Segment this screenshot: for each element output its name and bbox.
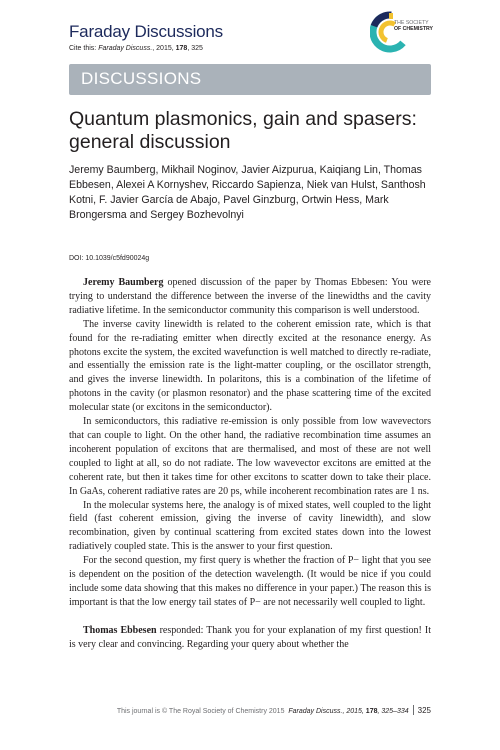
paragraph: In semiconductors, this radiative re-emission is only possible from low wavevectors that can couple to light. On the other hand, the radiative recombination time assumes an incoherent population of excitons that are thermalised, and most of these are not well coupled to light at all, so do not radiate. The low wavevector excitons are emitted at the coherent rate, but then it takes time for other excitons to scatter down to take their place. In GaAs, coherent radiative rates are 20 ps, while incoherent recombination rates are 1 ns. xyxy=(69,416,431,497)
speaker-name: Jeremy Baumberg xyxy=(83,277,164,288)
rsc-logo-mark xyxy=(370,10,410,54)
paragraph: The inverse cavity linewidth is related to the coherent emission rate, which is that found for the re-radiating emitter when directly excited at the resonance energy. As photons excite the system, the excited wavefunction is well matched to directly re-radiate, and essentially the emission rate is the light-matter coupling, or the oscillator strength, and gives the inverse linewidth. In polaritons, this is a combination of the lifetime of photons in the cavity (or plasmon resonator) and the phase scattering time of the excited molecular state (or excitons in the semiconductor). xyxy=(69,318,431,414)
footer-volume: 178 xyxy=(365,708,378,715)
doi[interactable]: DOI: 10.1039/c5fd90024g xyxy=(69,255,150,262)
section-label: DISCUSSIONS xyxy=(81,69,202,88)
cite-year: , 2015, xyxy=(152,45,176,52)
rsc-logo-line2: OF CHEMISTRY xyxy=(394,26,434,32)
paragraph-text: opened discussion of the paper by Thomas Ebbesen: You were trying to understand the difference between the inverse of the linewidths and the cavity radiative lifetime. In the semiconductor community this comparison is well understood. xyxy=(69,277,431,316)
paragraph xyxy=(69,624,431,652)
paragraph: For the second question, my first query is whether the fraction of P− light that you see is dependent on the position of the detection wavelength. (It would be nice if you could include some data showing that this makes no difference in your paper.) The reason this is important is that the low energy tail states of P− are not necessarily well coupled to light. xyxy=(69,555,431,608)
rsc-logo-line1: THE SOCIETY xyxy=(394,20,429,26)
page-footer xyxy=(69,705,431,717)
page-number: 325 xyxy=(417,706,431,715)
section-banner xyxy=(69,64,431,95)
discussion-body xyxy=(69,276,431,652)
paragraph xyxy=(69,276,431,318)
author-list: Jeremy Baumberg, Mikhail Noginov, Javier Aizpurua, Kaiqiang Lin, Thomas Ebbesen, Alexei A Kornyshev, Riccardo Sapienza, Niek van Hulst, Santhosh Kotni, F. Javier García de Abajo, Pavel Ginzburg, Ortwin Hess, Mark Brongersma and Sergey Bozhevolnyi xyxy=(69,164,426,221)
footer-copyright: This journal is © The Royal Society of Chemistry 2015 xyxy=(116,708,285,715)
paper-title: Quantum plasmonics, gain and spasers: general discussion xyxy=(69,108,417,153)
speaker-name: Thomas Ebbesen xyxy=(83,624,157,636)
footer-year: , 2015, xyxy=(342,708,366,715)
footer-journal: Faraday Discuss. xyxy=(288,708,343,715)
cite-page: , 325 xyxy=(187,45,203,52)
cite-volume: 178 xyxy=(175,45,188,52)
journal-title: Faraday Discussions xyxy=(69,22,223,41)
cite-journal: Faraday Discuss. xyxy=(98,45,153,52)
rsc-logo-text xyxy=(394,20,444,32)
citation-line xyxy=(69,45,203,52)
cite-prefix: Cite this: xyxy=(69,45,97,52)
rsc-logo xyxy=(370,10,434,54)
paragraph: In the molecular systems here, the analogy is of mixed states, well coupled to the light field (fast coherent emission, giving the inverse of cavity linewidth), and slow recombination, given by continual scattering from excited states down into the lowest radiatively coupled state. This is the answer to your first question. xyxy=(69,499,431,553)
footer-pages: , 325–334 xyxy=(377,708,409,715)
footer-divider xyxy=(413,705,414,715)
paragraph-text: responded: Thank you for your explanation of my first question! It is very clear and convincing. Regarding your query about whether the xyxy=(69,624,431,650)
